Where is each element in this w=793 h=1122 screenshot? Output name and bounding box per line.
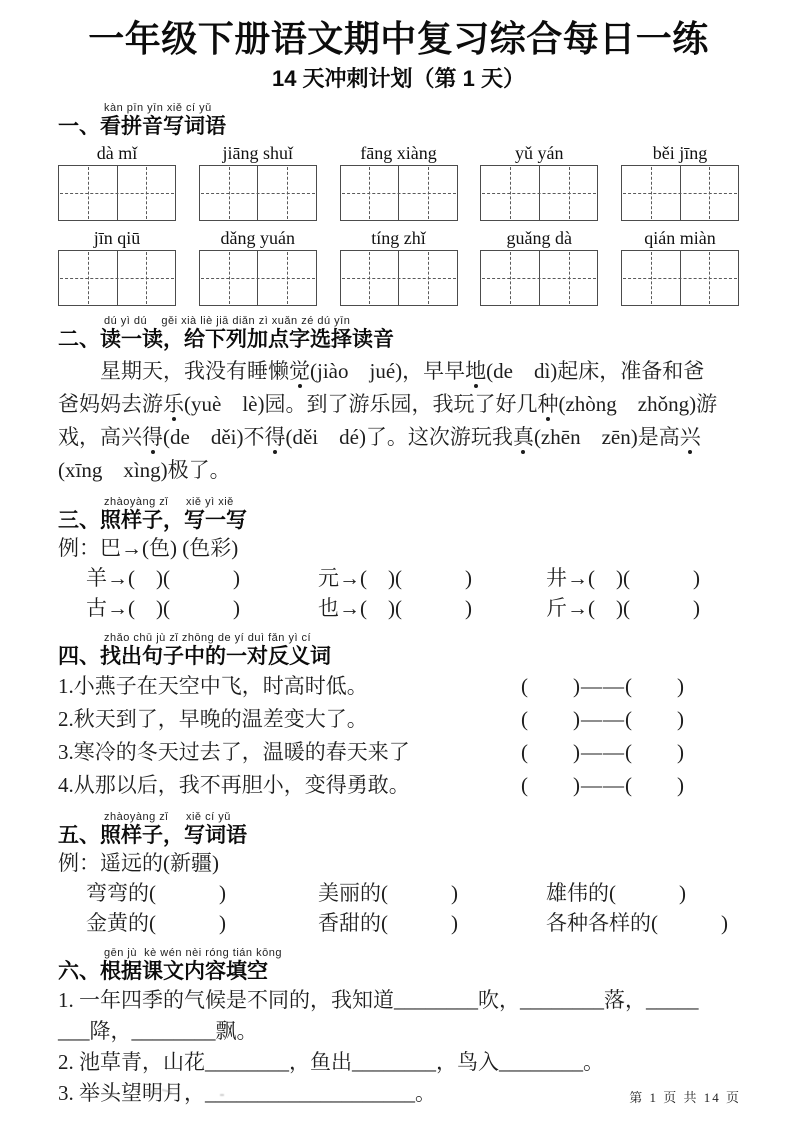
tianzige-box <box>340 165 458 221</box>
section-3 <box>58 496 739 534</box>
tianzige-box <box>199 250 317 306</box>
section-3-example: 例：巴→(色) (色彩) <box>58 536 239 560</box>
passage-line: 星期天，我没有睡懒觉(jiào jué)，早早地(de dì)起床，准备和爸 <box>100 359 705 383</box>
pinyin-word-column <box>58 227 176 306</box>
writing-cell <box>200 251 258 305</box>
writing-cell <box>481 166 539 220</box>
fill-blank-line: ___降，________飘。 <box>58 1019 258 1043</box>
tianzige-box <box>58 250 176 306</box>
pinyin-word-column <box>58 142 176 221</box>
writing-cell <box>59 166 117 220</box>
pinyin-word-row-2 <box>58 227 739 306</box>
writing-cell <box>341 166 399 220</box>
word-building-item: 羊→( )( ) <box>86 566 240 590</box>
antonym-answer-blanks: ( )——( ) <box>521 707 685 731</box>
section-2 <box>58 315 739 353</box>
pinyin-word-label: jiāng shuǐ <box>222 143 293 163</box>
antonym-item <box>58 670 739 703</box>
phrase-item: 弯弯的( ) <box>86 881 226 905</box>
word-building-row <box>58 563 739 593</box>
pinyin-word-label: dà mǐ <box>96 143 138 163</box>
section-2-title: 二、读一读，给下列加点字选择读音 <box>58 328 394 351</box>
section-2-pinyin: dú yì dú gěi xià liè jiā diǎn zì xuǎn zé dú yīn <box>104 315 351 327</box>
pinyin-word-column <box>340 142 458 221</box>
section-6 <box>58 947 739 985</box>
writing-cell <box>59 251 117 305</box>
tianzige-box <box>621 165 739 221</box>
section-6-title: 六、根据课文内容填空 <box>58 960 268 983</box>
word-building-item: 也→( )( ) <box>318 596 472 620</box>
section-4-title: 四、找出句子中的一对反义词 <box>58 645 331 668</box>
writing-cell <box>117 166 176 220</box>
page-subtitle: 14 天冲刺计划（第 1 天） <box>271 66 526 91</box>
antonym-item <box>58 736 739 769</box>
section-3-pinyin: zhàoyàng zǐ xiě yì xiě <box>104 496 234 508</box>
phrase-row <box>58 908 739 938</box>
page-title: 一年级下册语文期中复习综合每日一练 <box>88 18 709 59</box>
writing-cell <box>257 251 316 305</box>
phrase-row <box>58 878 739 908</box>
pinyin-word-column <box>621 142 739 221</box>
word-building-item: 斤→( )( ) <box>546 596 700 620</box>
tianzige-box <box>58 165 176 221</box>
pinyin-word-column <box>480 227 598 306</box>
page-number: 第 1 页 共 14 页 <box>629 1090 741 1105</box>
antonym-sentence: 4.从那以后，我不再胆小，变得勇敢。 <box>58 773 410 797</box>
phrase-item: 香甜的( ) <box>318 911 458 935</box>
writing-cell <box>200 166 258 220</box>
pinyin-word-label: dǎng yuán <box>220 228 295 248</box>
tianzige-box <box>480 250 598 306</box>
tianzige-box <box>340 250 458 306</box>
section-5-title: 五、照样子，写词语 <box>58 824 247 847</box>
dotted-character: 得 <box>264 425 286 449</box>
pinyin-word-column <box>480 142 598 221</box>
pinyin-word-column <box>199 227 317 306</box>
writing-cell <box>680 166 739 220</box>
phrase-item: 美丽的( ) <box>318 881 458 905</box>
pinyin-word-label: guǎng dà <box>506 228 572 248</box>
word-building-item: 井→( )( ) <box>546 566 700 590</box>
passage-line: (xīng xìng)极了。 <box>58 458 231 482</box>
section-1-title: 一、看拼音写词语 <box>58 115 226 138</box>
antonym-item <box>58 703 739 736</box>
antonym-answer-blanks: ( )——( ) <box>521 740 685 764</box>
scan-artifact <box>110 1090 300 1100</box>
word-building-item: 元→( )( ) <box>318 566 472 590</box>
section-5-example: 例：遥远的(新疆) <box>58 851 219 875</box>
dotted-character: 种 <box>537 392 559 416</box>
tianzige-box <box>199 165 317 221</box>
fill-blank-line: 1. 一年四季的气候是不同的，我知道________吹，________落，_____ <box>58 988 699 1012</box>
passage-line: 爸妈妈去游乐(yuè lè)园。到了游乐园，我玩了好几种(zhòng zhǒng)游 <box>58 392 718 416</box>
pinyin-word-label: jīn qiū <box>93 228 141 248</box>
writing-cell <box>622 251 680 305</box>
antonym-sentence: 1.小燕子在天空中飞，时高时低。 <box>58 674 368 698</box>
section-1-pinyin: kàn pīn yīn xiě cí yǔ <box>104 102 212 114</box>
pinyin-word-column <box>199 142 317 221</box>
antonym-answer-blanks: ( )——( ) <box>521 674 685 698</box>
writing-cell <box>481 251 539 305</box>
pinyin-word-column <box>340 227 458 306</box>
antonym-item <box>58 769 739 802</box>
dotted-character: 真 <box>512 425 534 449</box>
dotted-character: 兴 <box>679 425 701 449</box>
writing-cell <box>680 251 739 305</box>
dotted-character: 乐 <box>163 392 184 416</box>
phrase-item: 各种各样的( ) <box>546 911 728 935</box>
writing-cell <box>398 166 457 220</box>
pinyin-word-label: fāng xiàng <box>360 143 437 163</box>
section-4-pinyin: zhǎo chū jù zǐ zhōng de yí duì fǎn yì cí <box>104 632 312 644</box>
section-6-pinyin: gēn jù kè wén nèi róng tián kōng <box>104 947 282 959</box>
section-4 <box>58 632 739 670</box>
section-3-title: 三、照样子，写一写 <box>58 509 247 532</box>
section-1 <box>58 102 739 140</box>
writing-cell <box>257 166 316 220</box>
fill-blank-line: 2. 池草青，山花________，鱼出________，鸟入________。 <box>58 1050 604 1074</box>
writing-cell <box>398 251 457 305</box>
phrase-item: 雄伟的( ) <box>546 881 686 905</box>
fill-blank-line: 3. 举头望明月，____________________。 <box>58 1081 436 1105</box>
pinyin-word-column <box>621 227 739 306</box>
reading-passage <box>58 355 739 487</box>
dotted-character: 觉 <box>289 359 310 383</box>
antonym-sentence: 3.寒冷的冬天过去了，温暖的春天来了 <box>58 740 410 764</box>
section-5-pinyin: zhàoyàng zǐ xiě cí yǔ <box>104 811 231 823</box>
writing-cell <box>117 251 176 305</box>
dotted-character: 得 <box>142 425 163 449</box>
passage-line: 戏，高兴得(de děi)不得(děi dé)了。这次游玩我真(zhēn zēn)是高兴 <box>58 425 701 449</box>
pinyin-word-label: běi jīng <box>652 143 708 163</box>
writing-cell <box>539 251 598 305</box>
word-building-item: 古→( )( ) <box>86 596 240 620</box>
antonym-sentence: 2.秋天到了，早晚的温差变大了。 <box>58 707 368 731</box>
phrase-item: 金黄的( ) <box>86 911 226 935</box>
tianzige-box <box>621 250 739 306</box>
pinyin-word-label: tíng zhǐ <box>371 228 426 248</box>
section-5 <box>58 811 739 849</box>
writing-cell <box>539 166 598 220</box>
dotted-character: 地 <box>465 359 487 383</box>
word-building-row <box>58 593 739 623</box>
antonym-answer-blanks: ( )——( ) <box>521 773 685 797</box>
pinyin-word-row-1 <box>58 142 739 221</box>
writing-cell <box>341 251 399 305</box>
tianzige-box <box>480 165 598 221</box>
pinyin-word-label: qián miàn <box>644 228 716 248</box>
writing-cell <box>622 166 680 220</box>
pinyin-word-label: yǔ yán <box>515 143 564 163</box>
